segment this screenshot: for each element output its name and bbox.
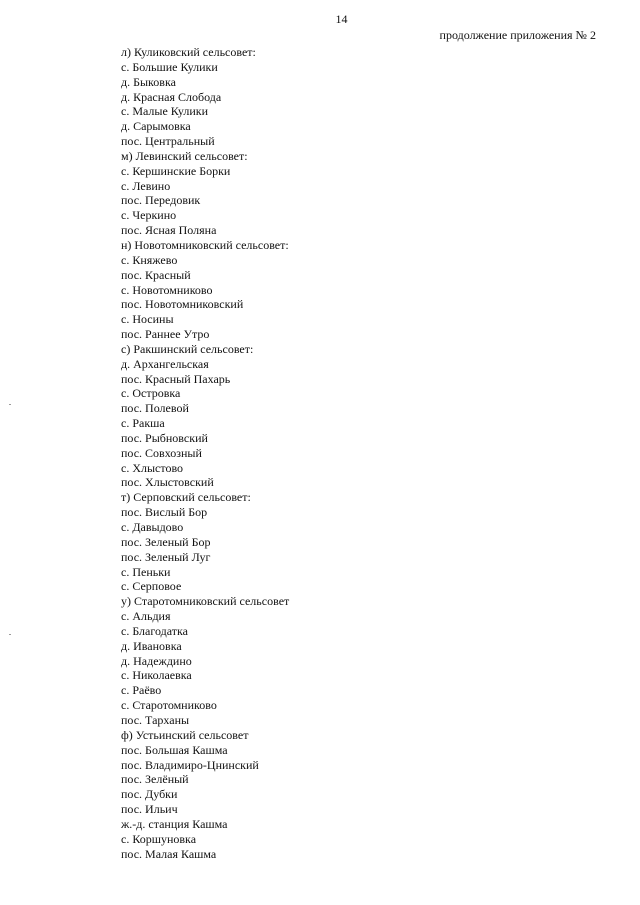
settlement-item: пос. Ясная Поляна	[121, 223, 217, 238]
settlement-item: пос. Новотомниковский	[121, 297, 244, 312]
settlement-item: с. Коршуновка	[121, 831, 197, 846]
settlement-item: д. Красная Слобода	[121, 89, 222, 104]
sellsovet-heading: с) Ракшинский сельсовет:	[121, 341, 254, 356]
settlement-item: с. Носины	[121, 312, 174, 327]
settlement-item: с. Старотомниково	[121, 698, 217, 713]
settlement-item: д. Ивановка	[121, 638, 182, 653]
settlement-item: пос. Дубки	[121, 787, 178, 802]
settlement-item: с. Новотомниково	[121, 282, 213, 297]
settlement-item: пос. Полевой	[121, 401, 189, 416]
settlement-item: пос. Совхозный	[121, 445, 202, 460]
settlement-item: пос. Зеленый Бор	[121, 534, 211, 549]
settlement-item: ж.-д. станция Кашма	[121, 816, 228, 831]
settlement-item: с. Малые Кулики	[121, 104, 209, 119]
settlement-item: с. Николаевка	[121, 668, 192, 683]
sellsovet-heading: т) Серповский сельсовет:	[121, 490, 251, 505]
settlement-item: с. Черкино	[121, 208, 177, 223]
settlement-item: д. Архангельская	[121, 356, 209, 371]
settlement-item: пос. Раннее Утро	[121, 327, 210, 342]
settlement-item: д. Надеждино	[121, 653, 192, 668]
settlement-item: с. Давыдово	[121, 520, 184, 534]
settlement-item: с. Хлыстово	[121, 460, 184, 475]
settlement-item: пос. Хлыстовский	[121, 475, 214, 490]
sellsovet-heading: ф) Устьинский сельсовет	[121, 727, 249, 742]
settlement-item: пос. Красный	[121, 267, 191, 282]
settlement-item: с. Серповое	[121, 579, 182, 594]
scan-mark	[9, 634, 11, 635]
settlement-item: с. Благодатка	[121, 623, 188, 638]
settlement-item: пос. Владимиро-Цнинский	[121, 757, 259, 772]
appendix-continuation-note: продолжение приложения № 2	[439, 28, 596, 42]
settlement-item: с. Островка	[121, 386, 181, 401]
settlement-item: с. Раёво	[121, 683, 162, 698]
settlement-item: с. Левино	[121, 178, 171, 193]
settlement-item: с. Ракша	[121, 416, 165, 431]
settlement-item: пос. Малая Кашма	[121, 846, 217, 861]
settlement-item: пос. Зеленый Луг	[121, 549, 211, 564]
settlement-item: пос. Большая Кашма	[121, 742, 228, 757]
settlement-item: пос. Ильич	[121, 802, 178, 817]
settlement-list	[121, 45, 289, 861]
settlement-item: с. Альдия	[121, 609, 171, 624]
settlement-item: с. Княжево	[121, 252, 178, 267]
page-number: 14	[335, 12, 348, 26]
settlement-item: пос. Красный Пахарь	[121, 371, 231, 386]
settlement-item: пос. Зелёный	[121, 772, 189, 787]
scan-mark	[9, 404, 11, 405]
settlement-item: пос. Рыбновский	[121, 430, 208, 445]
settlement-item: пос. Передовик	[121, 193, 201, 208]
settlement-item: с. Кершинские Борки	[121, 163, 231, 178]
sellsovet-heading: у) Старотомниковский сельсовет	[121, 594, 290, 609]
sellsovet-heading: м) Левинский сельсовет:	[121, 148, 248, 163]
settlement-item: пос. Тарханы	[121, 712, 190, 727]
sellsovet-heading: н) Новотомниковский сельсовет:	[121, 237, 289, 252]
settlement-item: д. Быковка	[121, 74, 176, 89]
settlement-item: пос. Центральный	[121, 134, 215, 149]
settlement-item: с. Большие Кулики	[121, 59, 218, 74]
settlement-item: пос. Вислый Бор	[121, 505, 208, 520]
settlement-item: д. Сарымовка	[121, 119, 191, 134]
settlement-item: с. Пеньки	[121, 564, 171, 579]
sellsovet-heading: л) Куликовский сельсовет:	[121, 45, 256, 59]
